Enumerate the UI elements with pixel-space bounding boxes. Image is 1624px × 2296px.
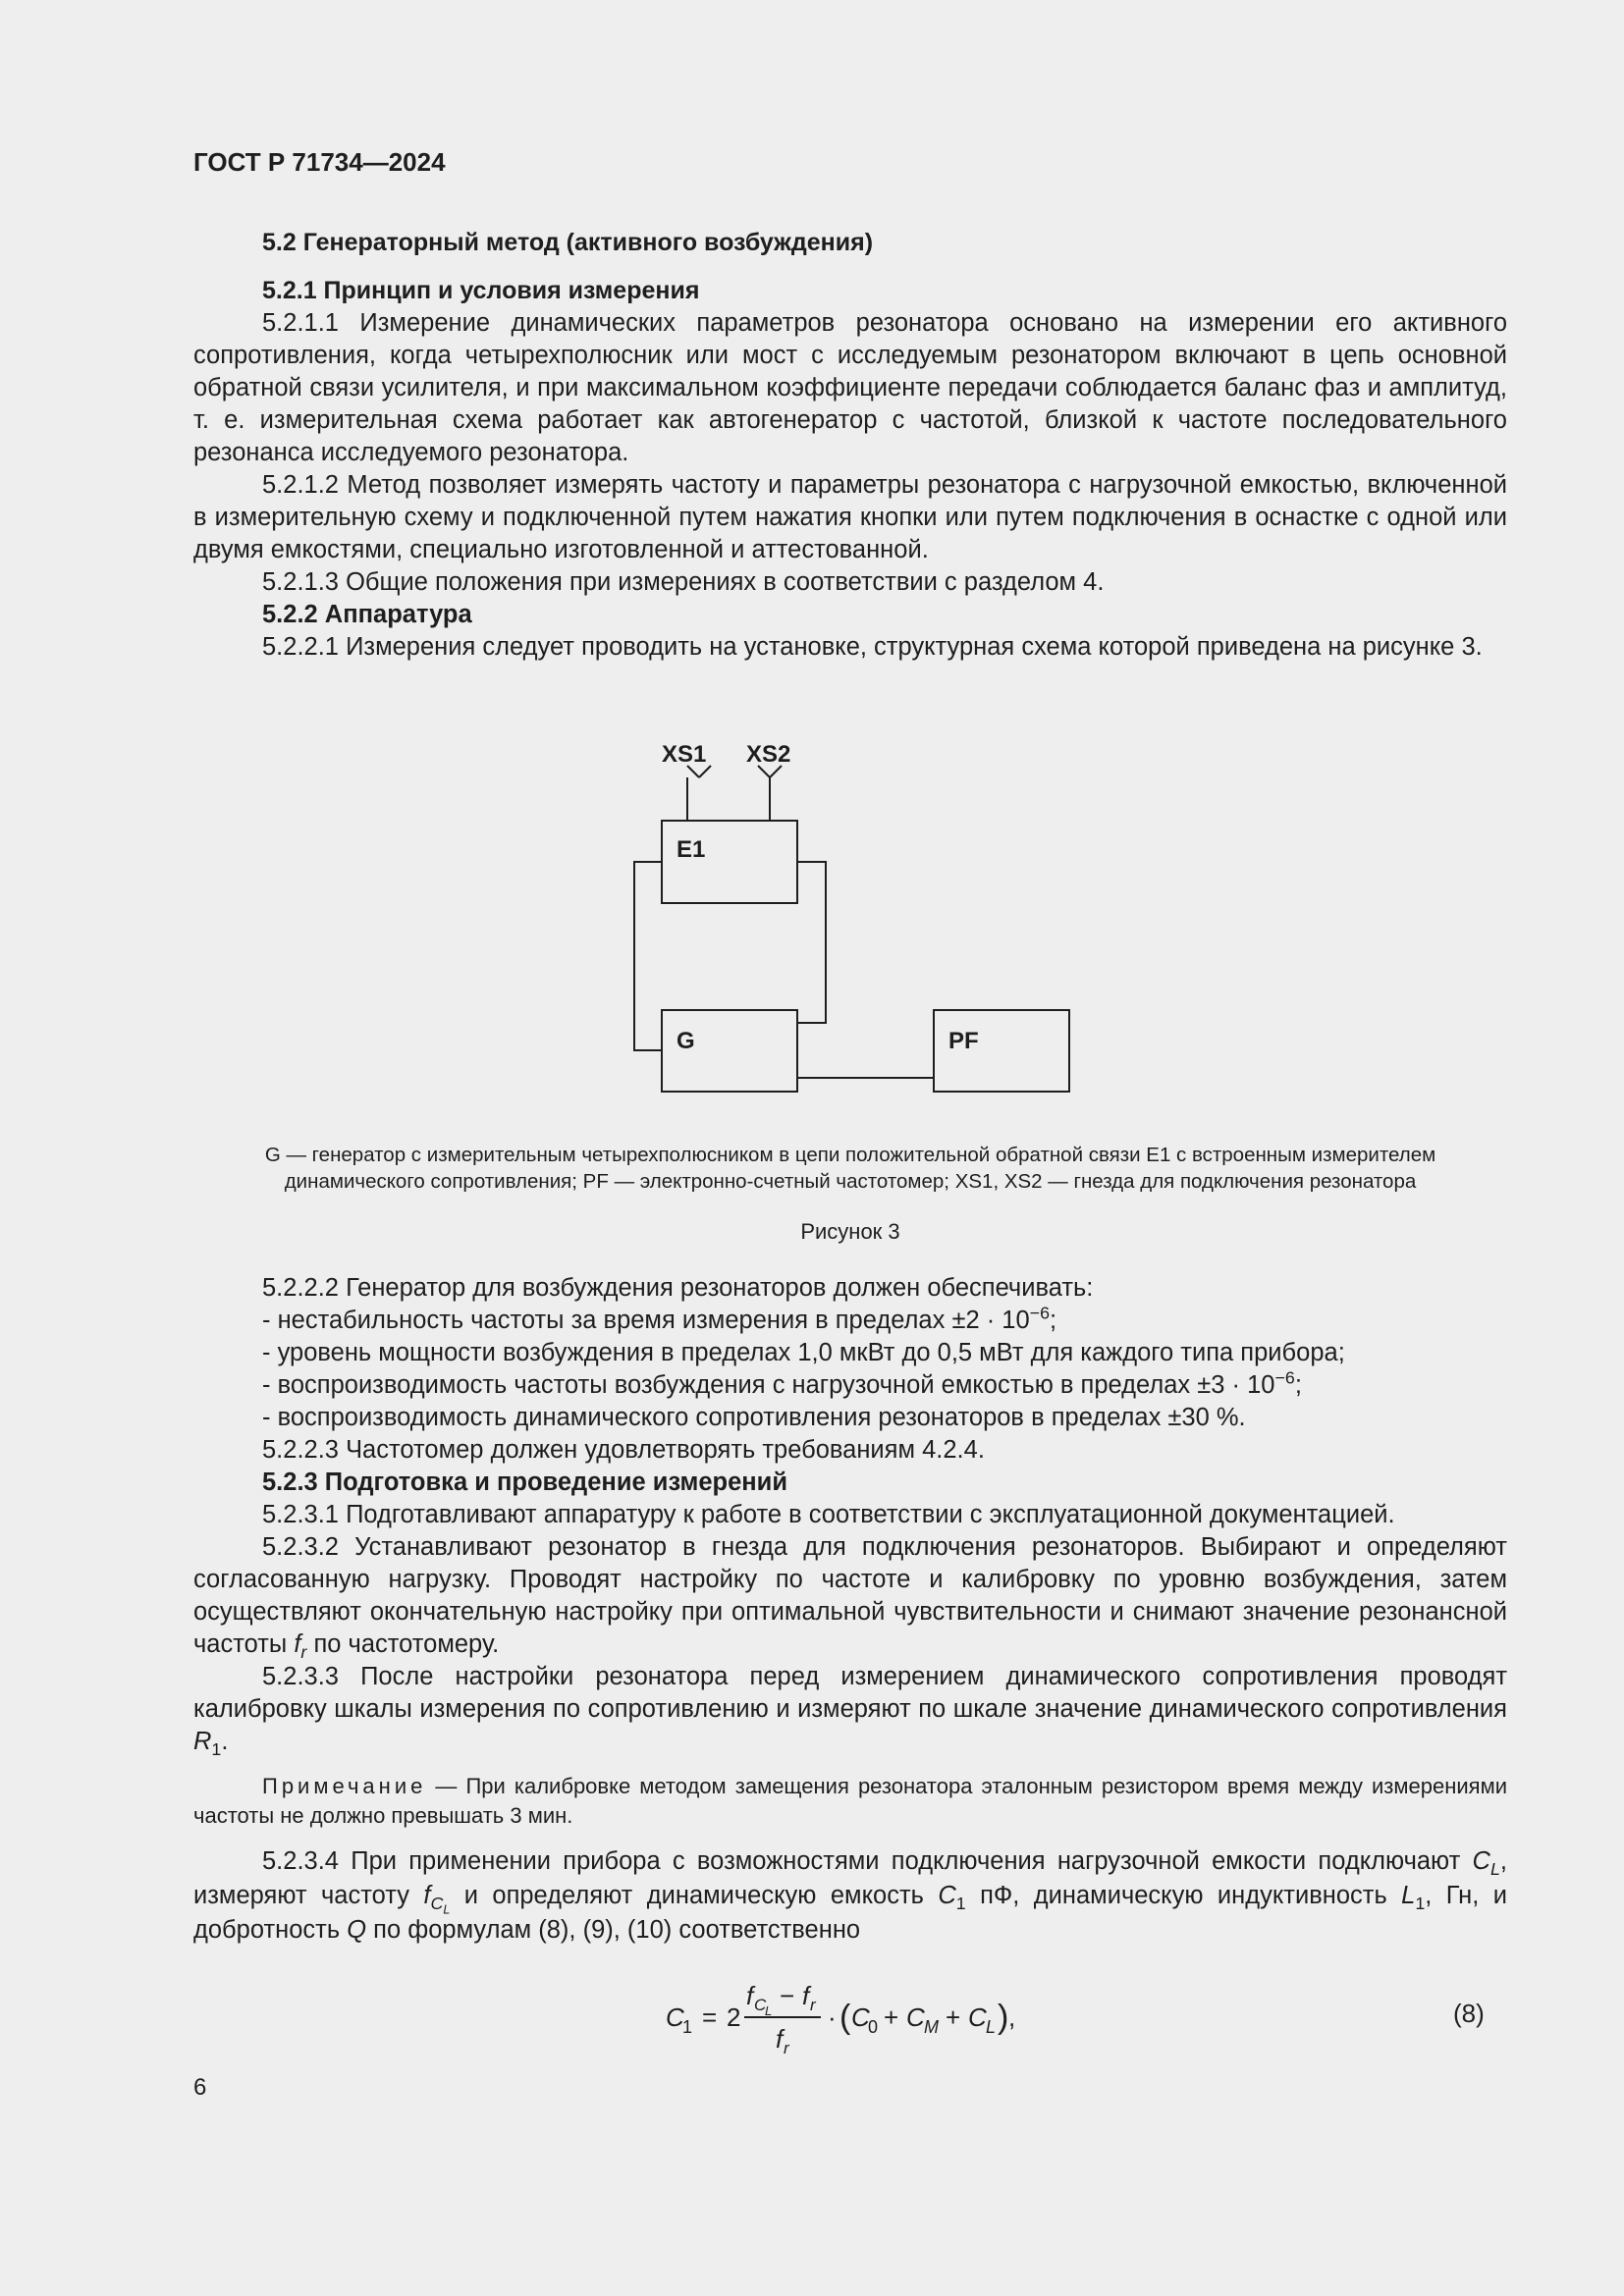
svg-text:f: f: [802, 1981, 810, 2010]
right-feedback-wire: [797, 862, 826, 1023]
svg-text:r: r: [784, 2039, 789, 2057]
paragraph-5-2-3-4-text-f: по формулам (8), (9), (10) соответственно: [366, 1916, 861, 1944]
symbol-c1-subscript: 1: [955, 1894, 966, 1914]
svg-text:f: f: [776, 2024, 784, 2054]
svg-text:(: (: [839, 1999, 851, 2036]
formula-8-number: (8): [1453, 1999, 1485, 2028]
paragraph-5-2-3-2: [193, 1531, 1507, 1661]
paragraph-5-2-2-2: 5.2.2.2 Генератор для возбуждения резонаторов должен обеспечивать:: [262, 1274, 1094, 1302]
pf-label: PF: [948, 1028, 979, 1054]
svg-text:f: f: [746, 1981, 754, 2010]
list-item-3-text: - воспроизводимость частоты возбуждения с нагрузочной емкостью в пределах ±3 · 10: [262, 1371, 1275, 1399]
symbol-l1: L: [1401, 1882, 1416, 1909]
paragraph-5-2-3-4-text-d: пФ, динамическую индуктивность: [965, 1882, 1402, 1909]
paragraph-5-2-3-4-text-b: , измеряют частоту: [193, 1847, 1507, 1909]
paragraph-5-2-3-3: [193, 1661, 1507, 1758]
svg-text:−: −: [780, 1981, 795, 2010]
svg-text:2: 2: [727, 2002, 741, 2032]
paragraph-5-2-3-2-text: 5.2.3.2 Устанавливают резонатор в гнезда для подключения резонаторов. Выбирают и определяют согласованную нагрузку. Проводят настройку по частоте и калибровку по уровню возбуждения, затем осуществляют окончательную настройку при оптимальной чувствительности и снимают значение резонансной частоты: [193, 1533, 1507, 1658]
paragraph-5-2-3-1: 5.2.3.1 Подготавливают аппаратуру к работе в соответствии с эксплуатационной документацией.: [262, 1501, 1395, 1528]
section-5-2-3-title: 5.2.3 Подготовка и проведение измерений: [262, 1468, 788, 1496]
svg-text:C: C: [666, 2002, 684, 2032]
symbol-f: f: [294, 1630, 301, 1658]
note: [193, 1772, 1507, 1831]
paragraph-5-2-2-1: 5.2.2.1 Измерения следует проводить на установке, структурная схема которой приведена на рисунке 3.: [262, 633, 1483, 661]
svg-text:1: 1: [682, 2017, 693, 2037]
paragraph-5-2-3-3-text: 5.2.3.3 После настройки резонатора перед измерением динамического сопротивления проводят калибровку шкалы измерения по сопротивлению и измеряют по шкале значение динамического сопротивления: [193, 1663, 1507, 1723]
section-5-2-title: 5.2 Генераторный метод (активного возбуждения): [262, 229, 874, 256]
symbol-f-cl: $f_{C_L}$: [423, 1882, 451, 1917]
symbol-f-subscript: r: [300, 1642, 307, 1663]
paragraph-5-2-2-3: 5.2.2.3 Частотомер должен удовлетворять требованиям 4.2.4.: [262, 1436, 985, 1464]
list-item-frequency-instability: [193, 1305, 1507, 1337]
symbol-r: R: [193, 1728, 212, 1755]
svg-text:+: +: [884, 2002, 899, 2032]
svg-text:C: C: [754, 1996, 767, 2014]
symbol-r-subscript: 1: [211, 1739, 222, 1760]
figure-3-legend-text: G — генератор с измерительным четырехполюсником в цепи положительной обратной связи E1 с встроенным измерителем динамического сопротивления; PF — электронно-счетный частотомер; XS1, XS2 — гнезда для подключения резонатора: [264, 1144, 1436, 1193]
svg-text:): ): [998, 1999, 1009, 2036]
svg-text:C: C: [968, 2002, 987, 2032]
paragraph-5-2-1-2: 5.2.1.2 Метод позволяет измерять частоту и параметры резонатора с нагрузочной емкостью, включенной в измерительную схему и подключенной путем нажатия кнопки или путем подключения в оснастке с одной или двумя емкостями, специально изготовленной и аттестованной.: [193, 471, 1507, 563]
symbol-c-l: $C_L$: [1472, 1847, 1500, 1880]
list-item-1-text: - нестабильность частоты за время измерения в пределах ±2 · 10: [262, 1307, 1030, 1334]
paragraph-5-2-1-3: 5.2.1.3 Общие положения при измерениях в соответствии с разделом 4.: [262, 568, 1105, 596]
figure-3-legend: [193, 1142, 1507, 1195]
paragraph-5-2-3-4-text-a: 5.2.3.4 При применении прибора с возможностями подключения нагрузочной емкости подключают: [262, 1847, 1473, 1875]
figure-3-diagram: [0, 726, 1624, 1099]
svg-text:C: C: [906, 2002, 925, 2032]
section-5-2-2-title: 5.2.2 Аппаратура: [262, 601, 472, 628]
list-item-3-end: ;: [1294, 1371, 1302, 1399]
paragraph-5-2-3-3-end: .: [221, 1728, 229, 1755]
paragraph-5-2-3-4: [193, 1844, 1507, 1948]
note-heading: Примечание: [262, 1774, 427, 1798]
e1-label: E1: [677, 836, 706, 863]
symbol-l1-subscript: 1: [1415, 1894, 1426, 1914]
list-item-3-exponent: −6: [1274, 1367, 1295, 1388]
figure-3-caption: Рисунок 3: [800, 1219, 900, 1244]
section-5-2-block: [193, 226, 1507, 664]
list-item-resistance-reproducibility: - воспроизводимость динамического сопротивления резонаторов в пределах ±30 %.: [262, 1404, 1246, 1431]
svg-text:=: =: [702, 2002, 718, 2032]
paragraph-5-2-3-4-text-e: , Гн, и добротность: [193, 1882, 1507, 1944]
list-item-1-end: ;: [1050, 1307, 1057, 1334]
note-text: — При калибровке методом замещения резонатора эталонным резистором время между измерениями частоты не должно превышать 3 мин.: [193, 1774, 1507, 1828]
svg-text:·: ·: [828, 2002, 837, 2032]
paragraph-5-2-3-4-text-c: и определяют динамическую емкость: [450, 1882, 939, 1909]
paragraph-5-2-1-1: 5.2.1.1 Измерение динамических параметров резонатора основано на измерении его активного сопротивления, когда четырехполюсник или мост с исследуемым резонатором включают в цепь основной обратной связи усилителя, и при максимальном коэффициенте передачи соблюдается баланс фаз и амплитуд, т. е. измерительная схема работает как автогенератор с частотой, близкой к частоте последовательного резонанса исследуемого резонатора.: [193, 309, 1507, 466]
svg-text:r: r: [810, 1996, 816, 2014]
section-5-2-1-title: 5.2.1 Принцип и условия измерения: [262, 277, 700, 304]
svg-text:L: L: [986, 2017, 997, 2037]
symbol-q: Q: [347, 1916, 367, 1944]
section-5-2-2-continued: [193, 1272, 1507, 1948]
xs2-label: XS2: [746, 741, 791, 768]
svg-text:L: L: [765, 2003, 773, 2018]
page-number: 6: [193, 2074, 207, 2101]
list-item-frequency-reproducibility: [193, 1369, 1507, 1402]
xs1-label: XS1: [662, 741, 707, 768]
left-feedback-wire: [634, 862, 662, 1050]
svg-text:C: C: [851, 2002, 870, 2032]
list-item-1-exponent: −6: [1029, 1303, 1051, 1323]
svg-text:0: 0: [868, 2017, 879, 2037]
formula-8: [648, 1968, 1060, 2066]
svg-text:,: ,: [1008, 2002, 1016, 2032]
list-item-power-level: - уровень мощности возбуждения в пределах 1,0 мкВт до 0,5 мВт для каждого типа прибора;: [262, 1339, 1345, 1366]
paragraph-5-2-3-2-end: по частотомеру.: [306, 1630, 500, 1658]
symbol-c1: C: [938, 1882, 956, 1909]
g-label: G: [677, 1028, 695, 1054]
svg-text:+: +: [946, 2002, 961, 2032]
svg-text:M: M: [924, 2017, 939, 2037]
document-header: ГОСТ Р 71734—2024: [193, 147, 446, 177]
